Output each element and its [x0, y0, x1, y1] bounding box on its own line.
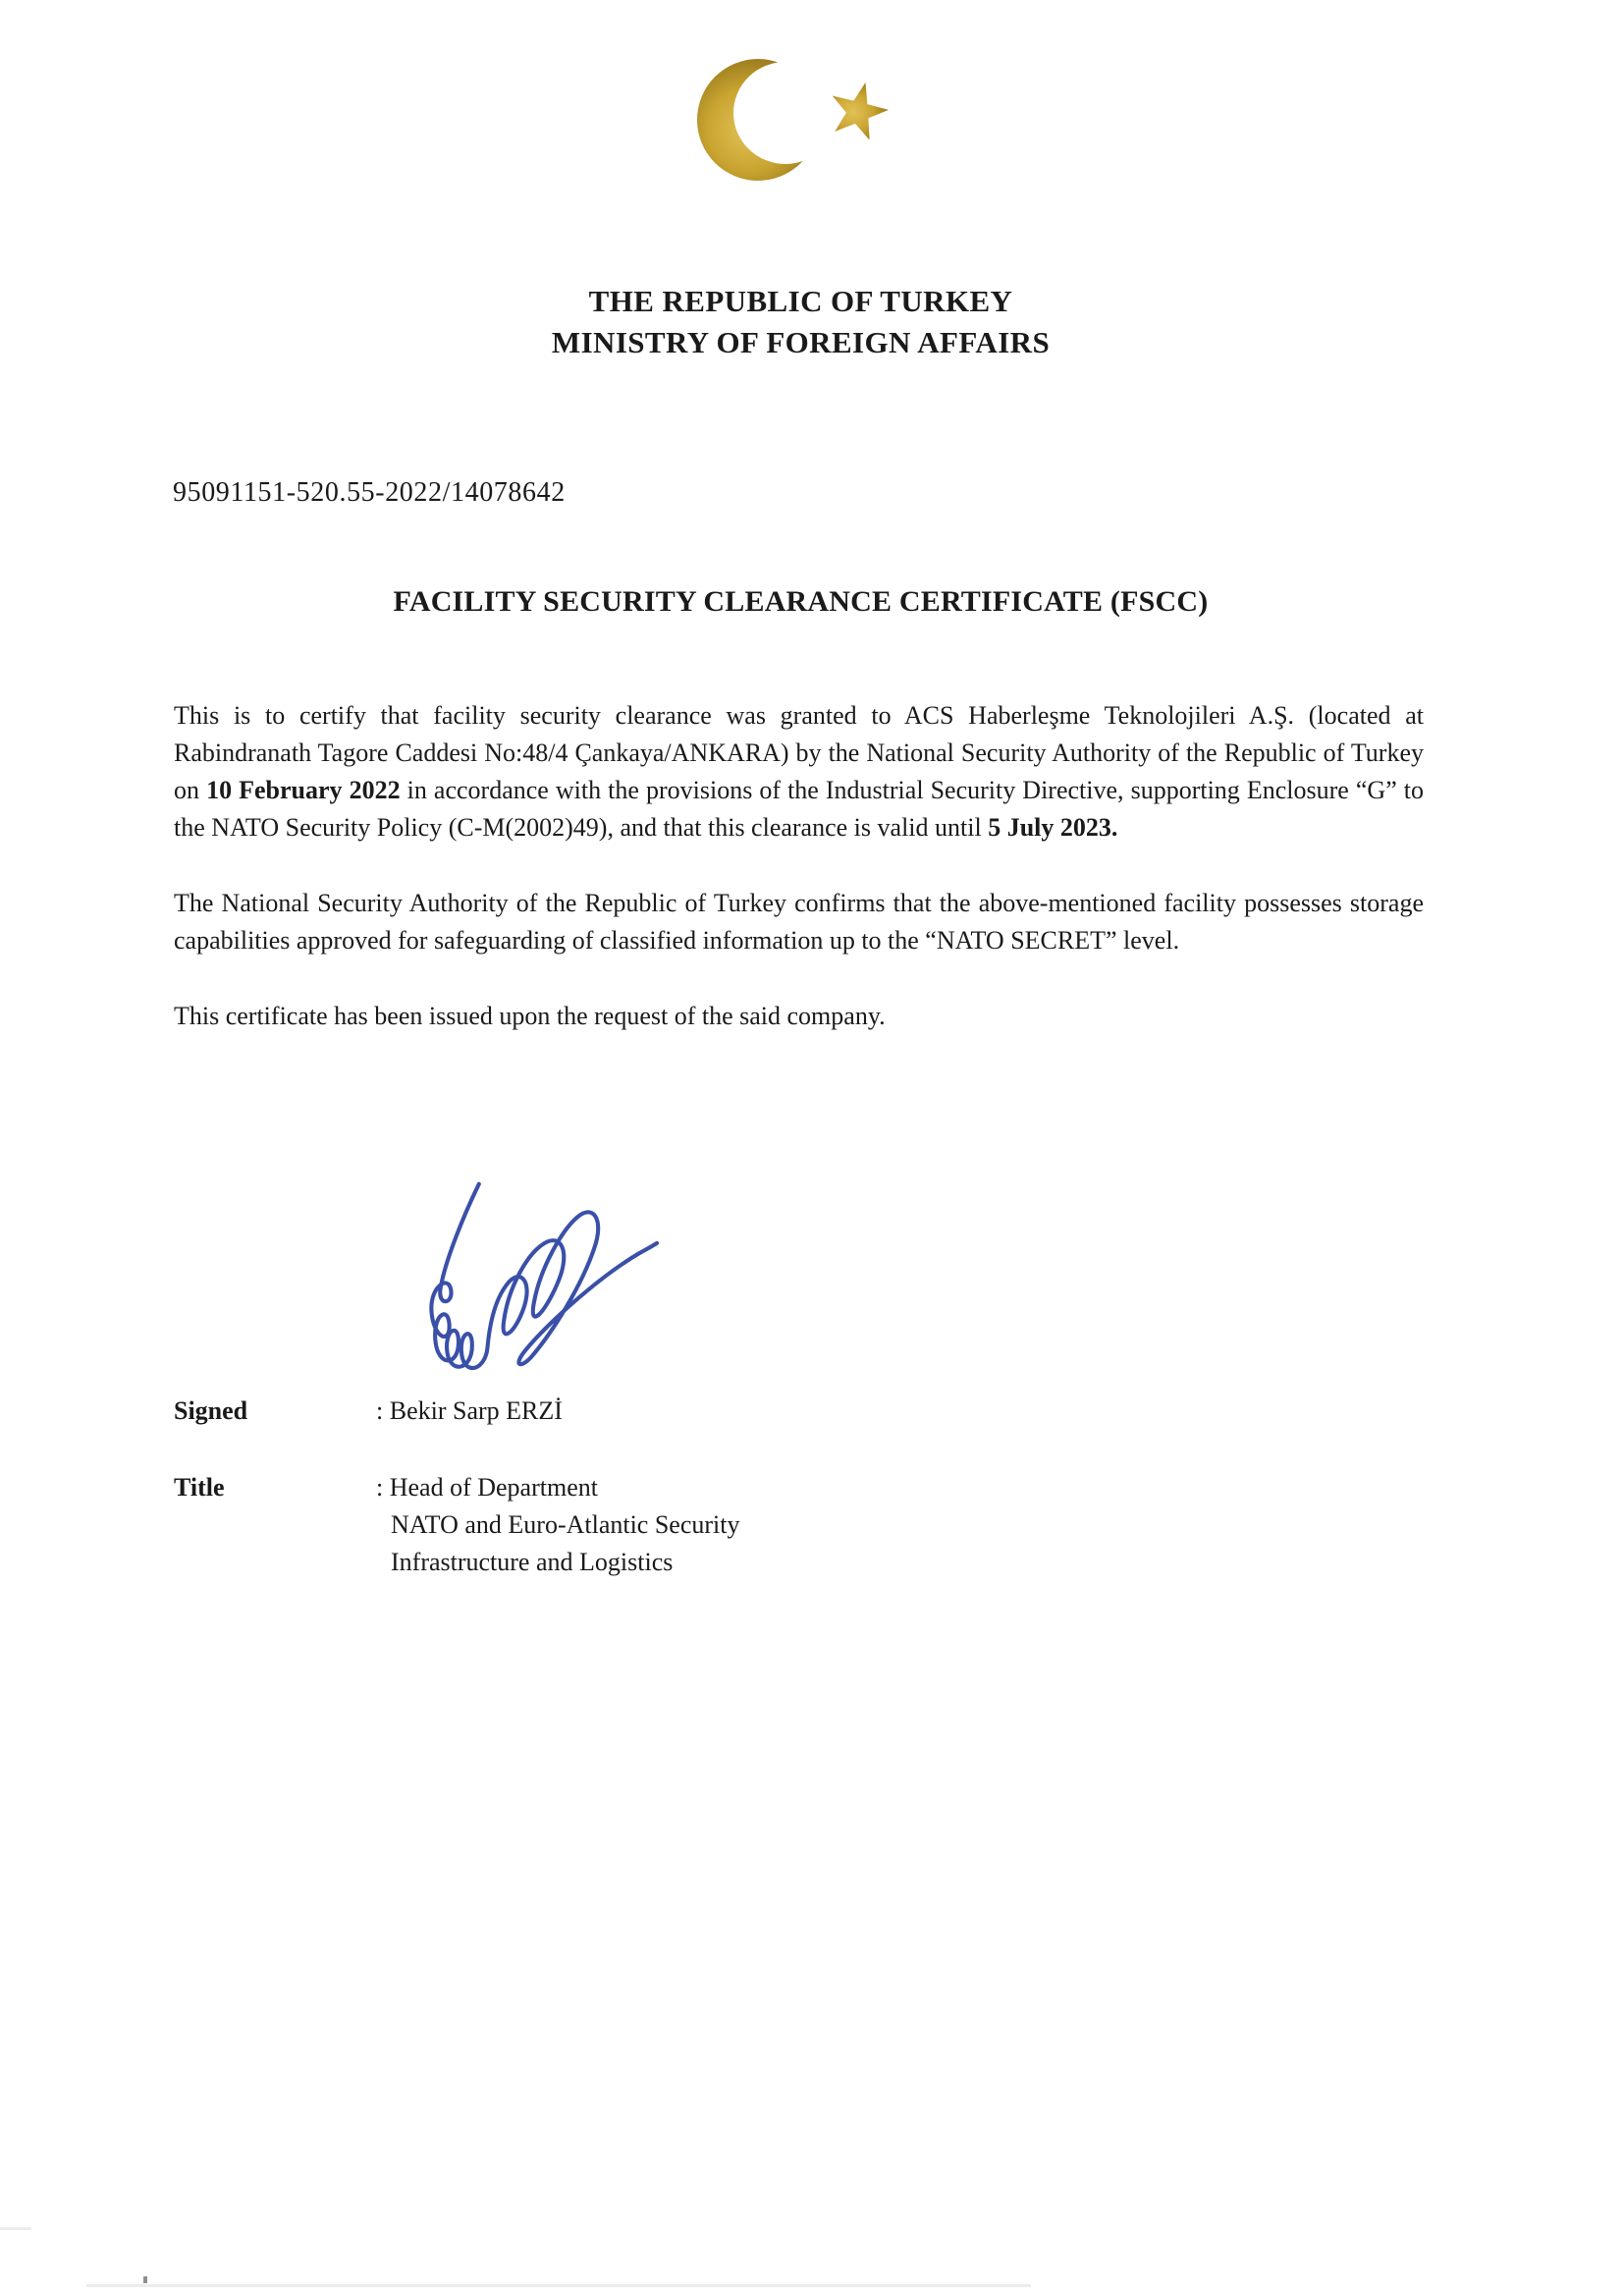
document-title: FACILITY SECURITY CLEARANCE CERTIFICATE (FSCC) — [393, 585, 1209, 618]
signature-block — [174, 1393, 740, 1581]
signed-value: : Bekir Sarp ERZİ — [376, 1396, 563, 1425]
title-label: Title — [174, 1473, 225, 1502]
reference-number: 95091151-520.55-2022/14078642 — [173, 477, 566, 508]
header-line-ministry: MINISTRY OF FOREIGN AFFAIRS — [551, 325, 1051, 359]
paragraph-storage-capability: The National Security Authority of the Republic of Turkey confirms that the above-mentioned facility possesses storage capabilities approved for safeguarding of classified information up to the “NATO SECRET” level. — [174, 889, 1424, 955]
scan-artifact-edge — [0, 2227, 31, 2230]
ministry-header — [0, 281, 1601, 363]
crescent-and-star-icon — [695, 176, 906, 192]
signed-row — [174, 1393, 740, 1430]
scan-artifact-line — [86, 2284, 1031, 2287]
title-row — [174, 1469, 740, 1581]
title-value: : Head of Department NATO and Euro-Atlantic Security Infrastructure and Logistics — [376, 1473, 740, 1576]
signature-image — [379, 1169, 693, 1390]
emblem-container — [0, 51, 1601, 193]
document-body — [174, 697, 1424, 1073]
paragraph-clearance-grant: This is to certify that facility security clearance was granted to ACS Haberleşme Teknolojileri A.Ş. (located at Rabindranath Tagore Caddesi No:48/4 Çankaya/ANKARA) by the National Security Authority of the Republic of Turkey on 10 February 2022 in accordance with the provisions of the Industrial Security Directive, supporting Enclosure “G” to the NATO Security Policy (C-M(2002)49), and that this clearance is valid until 5 July 2023. — [174, 701, 1425, 842]
scan-artifact-speck — [143, 2276, 147, 2283]
signed-label: Signed — [174, 1396, 248, 1425]
paragraph-issuance-note: This certificate has been issued upon the request of the said company. — [174, 1002, 886, 1030]
header-line-country: THE REPUBLIC OF TURKEY — [588, 284, 1013, 318]
